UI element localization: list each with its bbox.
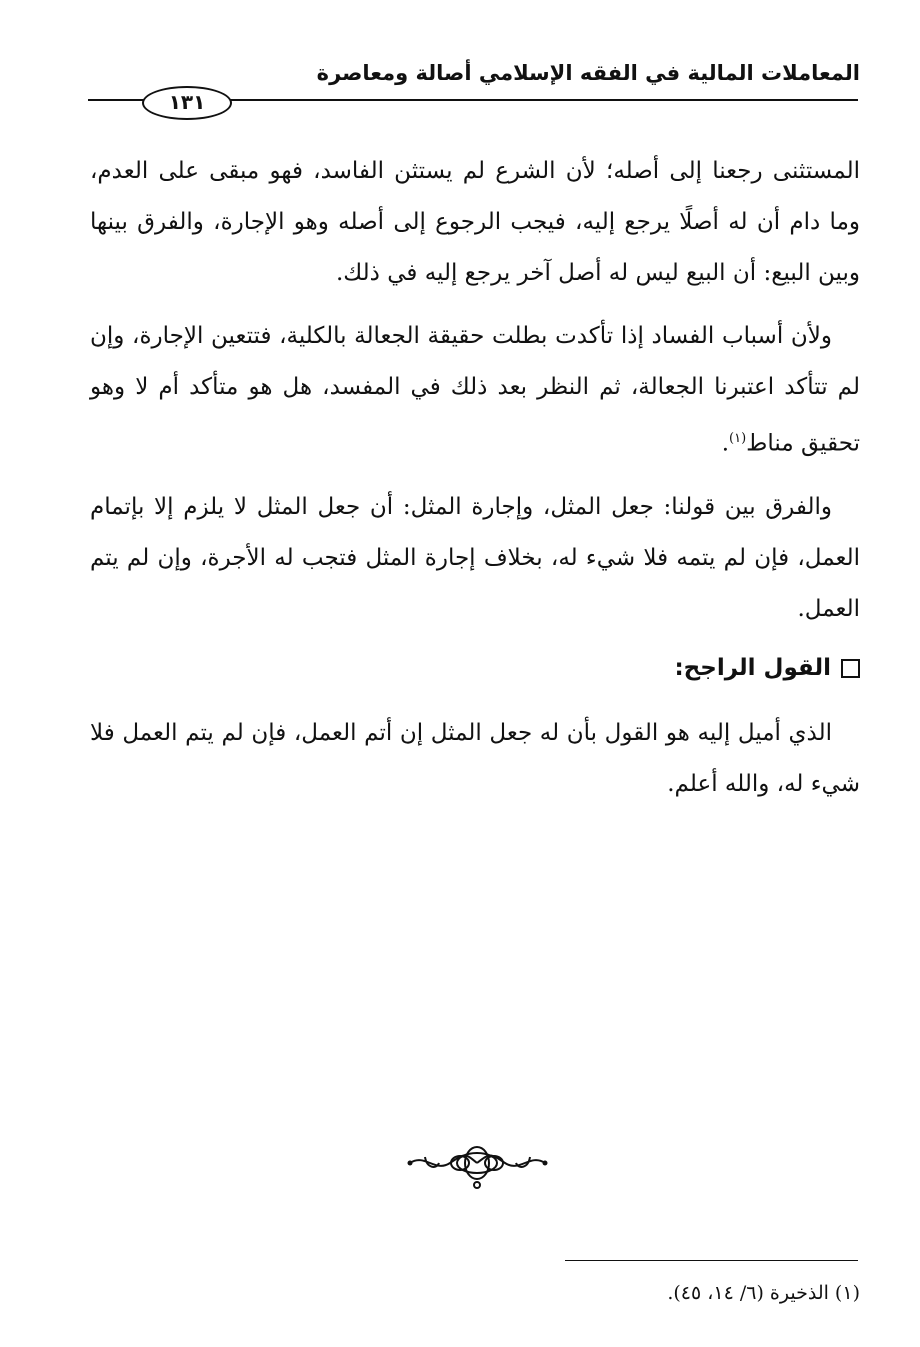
conclusion-paragraph: الذي أميل إليه هو القول بأن له جعل المثل إن أتم العمل، فإن لم يتم العمل فلا شيء له، والله أعلم. bbox=[90, 720, 860, 797]
paragraph-3: والفرق بين قولنا: جعل المثل، وإجارة المثل: أن جعل المثل لا يلزم إلا بإتمام العمل، فإن لم يتمه فلا شيء له، بخلاف إجارة المثل فتجب له الأجرة، وإن لم يتم العمل. bbox=[90, 493, 860, 622]
footnote: (١) الذخيرة (٦/ ١٤، ٤٥). bbox=[667, 1282, 860, 1304]
ornament-icon bbox=[405, 1135, 550, 1195]
footnote-marker: (١) bbox=[729, 431, 747, 446]
footnote-rule bbox=[565, 1260, 858, 1261]
section-heading bbox=[674, 648, 860, 688]
paragraph-2-text: ولأن أسباب الفساد إذا تأكدت بطلت حقيقة الجعالة بالكلية، فتتعين الإجارة، وإن لم تتأكد اعتبرنا الجعالة، ثم النظر بعد ذلك في المفسد، هل هو متأكد أم لا وهو تحقيق مناط bbox=[90, 323, 860, 457]
paragraph-1: المستثنى رجعنا إلى أصله؛ لأن الشرع لم يستثن الفاسد، فهو مبقى على العدم، وما دام أن له أصلًا يرجع إليه، فيجب الرجوع إلى أصله وهو الإجارة، والفرق بينها وبين البيع: أن البيع ليس له أصل آخر يرجع إليه في ذلك. bbox=[90, 158, 860, 286]
paragraph-2 bbox=[90, 311, 860, 470]
body-text bbox=[90, 146, 860, 647]
conclusion bbox=[90, 708, 860, 810]
checkbox-icon bbox=[841, 659, 860, 678]
running-title: المعاملات المالية في الفقه الإسلامي أصالة ومعاصرة bbox=[316, 61, 860, 85]
paragraph-2-end: . bbox=[721, 430, 729, 457]
page-number: ١٣١ bbox=[142, 86, 232, 120]
section-heading-text: القول الراجح: bbox=[674, 655, 831, 681]
